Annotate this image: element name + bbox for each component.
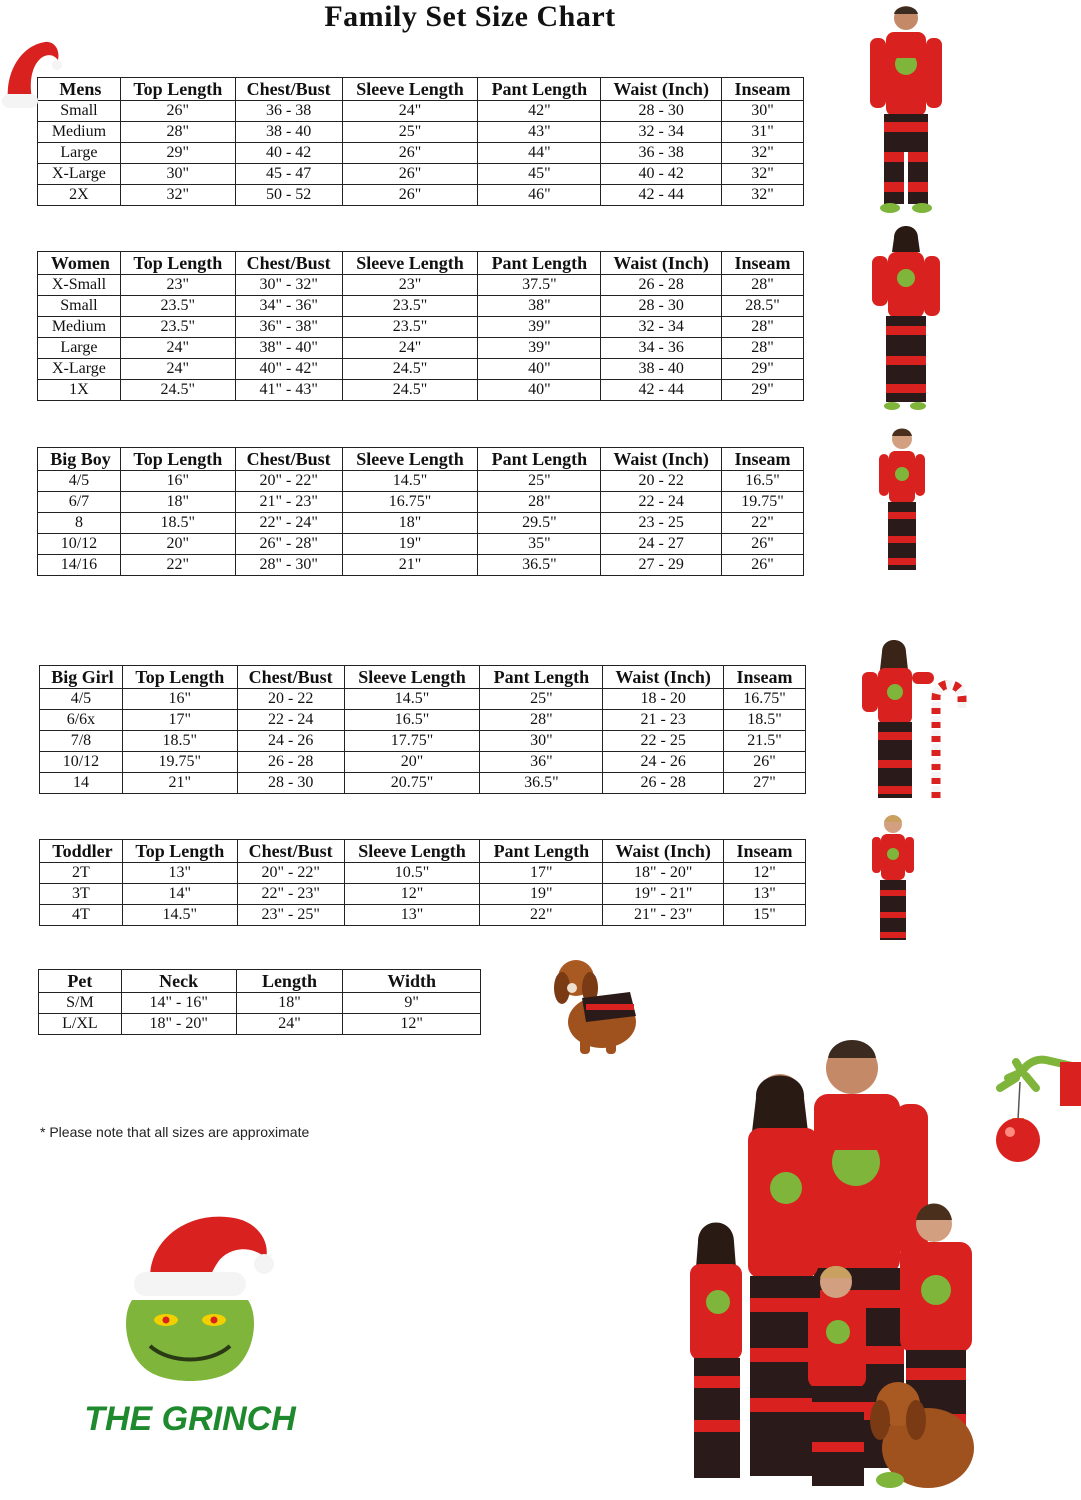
measurement-cell: 17.75": [344, 731, 480, 752]
measurement-cell: 26 - 28: [237, 752, 344, 773]
column-header: Chest/Bust: [235, 252, 342, 275]
table-row: [40, 884, 806, 905]
size-label-cell: 1X: [38, 380, 121, 401]
table-header-row: [38, 78, 804, 101]
measurement-cell: 20 - 22: [237, 689, 344, 710]
measurement-cell: 32 - 34: [601, 317, 722, 338]
mens-size-table: [37, 77, 804, 206]
table-row: [38, 534, 804, 555]
size-label-cell: 3T: [40, 884, 123, 905]
column-header: Pant Length: [478, 78, 601, 101]
approximate-sizes-note: * Please note that all sizes are approximate: [40, 1124, 310, 1140]
size-label-cell: L/XL: [39, 1014, 122, 1035]
measurement-cell: 26": [342, 185, 478, 206]
column-header: Pant Length: [478, 252, 601, 275]
table-row: [38, 317, 804, 338]
measurement-cell: 40": [478, 359, 601, 380]
measurement-cell: 40" - 42": [235, 359, 342, 380]
measurement-cell: 19": [480, 884, 603, 905]
chart-title: Family Set Size Chart: [324, 0, 616, 33]
measurement-cell: 23": [342, 275, 478, 296]
measurement-cell: 12": [724, 863, 806, 884]
measurement-cell: 32": [722, 185, 804, 206]
column-header: Inseam: [722, 252, 804, 275]
big-boy-size-table: [37, 447, 804, 576]
measurement-cell: 16": [122, 689, 237, 710]
measurement-cell: 26": [342, 143, 478, 164]
measurement-cell: 28 - 30: [601, 101, 722, 122]
measurement-cell: 12": [344, 884, 480, 905]
measurement-cell: 38 - 40: [601, 359, 722, 380]
measurement-cell: 45 - 47: [235, 164, 342, 185]
measurement-cell: 25": [478, 471, 601, 492]
measurement-cell: 42 - 44: [601, 380, 722, 401]
measurement-cell: 24 - 26: [603, 752, 724, 773]
column-header: Sleeve Length: [342, 448, 478, 471]
measurement-cell: 21" - 23": [603, 905, 724, 926]
big-girl-size-table: [39, 665, 806, 794]
table-header-row: [38, 252, 804, 275]
measurement-cell: 21" - 23": [235, 492, 342, 513]
measurement-cell: 14.5": [344, 689, 480, 710]
measurement-cell: 19.75": [722, 492, 804, 513]
measurement-cell: 40 - 42: [235, 143, 342, 164]
measurement-cell: 39": [478, 338, 601, 359]
measurement-cell: 16.75": [342, 492, 478, 513]
measurement-cell: 18": [120, 492, 235, 513]
santa-hat-icon: [0, 38, 62, 118]
column-header: Chest/Bust: [235, 448, 342, 471]
column-header: Women: [38, 252, 121, 275]
column-header: Big Girl: [40, 666, 123, 689]
size-label-cell: 8: [38, 513, 121, 534]
table-row: [39, 1014, 481, 1035]
measurement-cell: 16.75": [724, 689, 806, 710]
measurement-cell: 50 - 52: [235, 185, 342, 206]
measurement-cell: 30": [722, 101, 804, 122]
size-label-cell: X-Large: [38, 164, 121, 185]
pet-size-table: [38, 969, 481, 1035]
measurement-cell: 22 - 25: [603, 731, 724, 752]
measurement-cell: 23": [120, 275, 235, 296]
table-row: [38, 338, 804, 359]
table-row: [38, 185, 804, 206]
measurement-cell: 20" - 22": [235, 471, 342, 492]
measurement-cell: 12": [343, 1014, 481, 1035]
table-row: [40, 863, 806, 884]
measurement-cell: 22 - 24: [237, 710, 344, 731]
column-header: Inseam: [722, 78, 804, 101]
table-row: [38, 164, 804, 185]
measurement-cell: 26": [722, 534, 804, 555]
column-header: Inseam: [724, 840, 806, 863]
measurement-cell: 23.5": [120, 296, 235, 317]
measurement-cell: 32": [722, 164, 804, 185]
column-header: Neck: [121, 970, 236, 993]
measurement-cell: 14.5": [342, 471, 478, 492]
measurement-cell: 22" - 24": [235, 513, 342, 534]
measurement-cell: 28": [478, 492, 601, 513]
measurement-cell: 28 - 30: [237, 773, 344, 794]
measurement-cell: 23.5": [342, 317, 478, 338]
column-header: Sleeve Length: [344, 840, 480, 863]
size-label-cell: X-Small: [38, 275, 121, 296]
table-row: [38, 296, 804, 317]
size-label-cell: 4T: [40, 905, 123, 926]
measurement-cell: 16": [120, 471, 235, 492]
measurement-cell: 28": [722, 317, 804, 338]
measurement-cell: 34" - 36": [235, 296, 342, 317]
size-label-cell: Large: [38, 338, 121, 359]
measurement-cell: 18.5": [122, 731, 237, 752]
column-header: Big Boy: [38, 448, 121, 471]
column-header: Pant Length: [478, 448, 601, 471]
size-label-cell: 6/6x: [40, 710, 123, 731]
table-row: [38, 359, 804, 380]
measurement-cell: 24": [236, 1014, 343, 1035]
measurement-cell: 18": [342, 513, 478, 534]
measurement-cell: 26": [120, 101, 235, 122]
measurement-cell: 40 - 42: [601, 164, 722, 185]
table-row: [39, 993, 481, 1014]
column-header: Chest/Bust: [235, 78, 342, 101]
measurement-cell: 20 - 22: [601, 471, 722, 492]
table-row: [38, 101, 804, 122]
measurement-cell: 42 - 44: [601, 185, 722, 206]
measurement-cell: 18 - 20: [603, 689, 724, 710]
measurement-cell: 24 - 27: [601, 534, 722, 555]
column-header: Inseam: [722, 448, 804, 471]
measurement-cell: 26 - 28: [601, 275, 722, 296]
grinch-logo-text: THE GRINCH: [84, 1400, 296, 1438]
column-header: Length: [236, 970, 343, 993]
measurement-cell: 30": [120, 164, 235, 185]
table-row: [38, 380, 804, 401]
size-label-cell: 10/12: [40, 752, 123, 773]
measurement-cell: 38": [478, 296, 601, 317]
column-header: Toddler: [40, 840, 123, 863]
table-row: [38, 143, 804, 164]
measurement-cell: 26 - 28: [603, 773, 724, 794]
table-row: [40, 710, 806, 731]
measurement-cell: 19.75": [122, 752, 237, 773]
measurement-cell: 18" - 20": [121, 1014, 236, 1035]
measurement-cell: 20" - 22": [237, 863, 344, 884]
measurement-cell: 23.5": [342, 296, 478, 317]
woman-pajama-photo: [866, 222, 946, 412]
measurement-cell: 29": [120, 143, 235, 164]
table-row: [38, 513, 804, 534]
measurement-cell: 27": [724, 773, 806, 794]
column-header: Top Length: [120, 78, 235, 101]
measurement-cell: 24.5": [342, 380, 478, 401]
measurement-cell: 22": [722, 513, 804, 534]
measurement-cell: 24": [120, 359, 235, 380]
size-label-cell: Medium: [38, 122, 121, 143]
measurement-cell: 34 - 36: [601, 338, 722, 359]
measurement-cell: 28 - 30: [601, 296, 722, 317]
column-header: Top Length: [122, 840, 237, 863]
column-header: Waist (Inch): [601, 78, 722, 101]
measurement-cell: 14.5": [122, 905, 237, 926]
measurement-cell: 22 - 24: [601, 492, 722, 513]
measurement-cell: 31": [722, 122, 804, 143]
measurement-cell: 36 - 38: [601, 143, 722, 164]
table-row: [40, 731, 806, 752]
measurement-cell: 28.5": [722, 296, 804, 317]
size-label-cell: 2X: [38, 185, 121, 206]
measurement-cell: 32 - 34: [601, 122, 722, 143]
size-label-cell: 10/12: [38, 534, 121, 555]
size-label-cell: 4/5: [40, 689, 123, 710]
measurement-cell: 39": [478, 317, 601, 338]
measurement-cell: 37.5": [478, 275, 601, 296]
size-label-cell: 2T: [40, 863, 123, 884]
size-label-cell: 6/7: [38, 492, 121, 513]
toddler-pajama-photo: [870, 812, 916, 946]
size-label-cell: X-Large: [38, 359, 121, 380]
column-header: Waist (Inch): [603, 666, 724, 689]
measurement-cell: 36.5": [478, 555, 601, 576]
measurement-cell: 43": [478, 122, 601, 143]
column-header: Chest/Bust: [237, 666, 344, 689]
table-row: [38, 122, 804, 143]
table-header-row: [39, 970, 481, 993]
measurement-cell: 24.5": [120, 380, 235, 401]
column-header: Sleeve Length: [342, 78, 478, 101]
measurement-cell: 26": [724, 752, 806, 773]
measurement-cell: 22" - 23": [237, 884, 344, 905]
column-header: Pet: [39, 970, 122, 993]
size-label-cell: 14/16: [38, 555, 121, 576]
measurement-cell: 21": [122, 773, 237, 794]
toddler-size-table: [39, 839, 806, 926]
measurement-cell: 29": [722, 380, 804, 401]
dog-pajama-photo: [546, 952, 650, 1056]
measurement-cell: 16.5": [722, 471, 804, 492]
size-label-cell: 4/5: [38, 471, 121, 492]
grinch-logo: [84, 1208, 296, 1444]
measurement-cell: 17": [480, 863, 603, 884]
table-header-row: [40, 666, 806, 689]
measurement-cell: 9": [343, 993, 481, 1014]
measurement-cell: 32": [722, 143, 804, 164]
measurement-cell: 45": [478, 164, 601, 185]
measurement-cell: 24": [120, 338, 235, 359]
measurement-cell: 23.5": [120, 317, 235, 338]
measurement-cell: 24": [342, 101, 478, 122]
measurement-cell: 14" - 16": [121, 993, 236, 1014]
table-header-row: [38, 448, 804, 471]
measurement-cell: 36 - 38: [235, 101, 342, 122]
measurement-cell: 21 - 23: [603, 710, 724, 731]
measurement-cell: 38" - 40": [235, 338, 342, 359]
column-header: Sleeve Length: [344, 666, 480, 689]
measurement-cell: 28": [722, 338, 804, 359]
column-header: Waist (Inch): [603, 840, 724, 863]
measurement-cell: 29": [722, 359, 804, 380]
women-size-table: [37, 251, 804, 401]
measurement-cell: 24 - 26: [237, 731, 344, 752]
measurement-cell: 18": [236, 993, 343, 1014]
measurement-cell: 14": [122, 884, 237, 905]
measurement-cell: 23 - 25: [601, 513, 722, 534]
measurement-cell: 16.5": [344, 710, 480, 731]
column-header: Inseam: [724, 666, 806, 689]
measurement-cell: 38 - 40: [235, 122, 342, 143]
column-header: Mens: [38, 78, 121, 101]
measurement-cell: 13": [122, 863, 237, 884]
measurement-cell: 26" - 28": [235, 534, 342, 555]
measurement-cell: 21.5": [724, 731, 806, 752]
measurement-cell: 32": [120, 185, 235, 206]
measurement-cell: 20.75": [344, 773, 480, 794]
measurement-cell: 23" - 25": [237, 905, 344, 926]
measurement-cell: 25": [342, 122, 478, 143]
measurement-cell: 29.5": [478, 513, 601, 534]
column-header: Waist (Inch): [601, 252, 722, 275]
table-header-row: [40, 840, 806, 863]
measurement-cell: 18.5": [120, 513, 235, 534]
measurement-cell: 28": [722, 275, 804, 296]
measurement-cell: 19" - 21": [603, 884, 724, 905]
table-row: [38, 275, 804, 296]
column-header: Pant Length: [480, 666, 603, 689]
measurement-cell: 22": [480, 905, 603, 926]
measurement-cell: 24.5": [342, 359, 478, 380]
measurement-cell: 40": [478, 380, 601, 401]
measurement-cell: 13": [724, 884, 806, 905]
measurement-cell: 36.5": [480, 773, 603, 794]
size-label-cell: Small: [38, 101, 121, 122]
big-boy-pajama-photo: [876, 426, 928, 576]
measurement-cell: 10.5": [344, 863, 480, 884]
table-row: [40, 905, 806, 926]
column-header: Chest/Bust: [237, 840, 344, 863]
table-row: [38, 471, 804, 492]
measurement-cell: 36" - 38": [235, 317, 342, 338]
measurement-cell: 24": [342, 338, 478, 359]
column-header: Top Length: [120, 252, 235, 275]
size-label-cell: S/M: [39, 993, 122, 1014]
measurement-cell: 15": [724, 905, 806, 926]
measurement-cell: 13": [344, 905, 480, 926]
table-row: [40, 752, 806, 773]
measurement-cell: 26": [342, 164, 478, 185]
size-label-cell: 14: [40, 773, 123, 794]
measurement-cell: 35": [478, 534, 601, 555]
table-row: [40, 689, 806, 710]
column-header: Width: [343, 970, 481, 993]
big-girl-pajama-photo: [858, 636, 970, 806]
column-header: Waist (Inch): [601, 448, 722, 471]
measurement-cell: 27 - 29: [601, 555, 722, 576]
measurement-cell: 46": [478, 185, 601, 206]
column-header: Pant Length: [480, 840, 603, 863]
measurement-cell: 17": [122, 710, 237, 731]
measurement-cell: 25": [480, 689, 603, 710]
column-header: Sleeve Length: [342, 252, 478, 275]
column-header: Top Length: [120, 448, 235, 471]
measurement-cell: 18" - 20": [603, 863, 724, 884]
measurement-cell: 44": [478, 143, 601, 164]
measurement-cell: 18.5": [724, 710, 806, 731]
man-pajama-photo: [864, 2, 948, 214]
measurement-cell: 26": [722, 555, 804, 576]
size-label-cell: Medium: [38, 317, 121, 338]
measurement-cell: 21": [342, 555, 478, 576]
measurement-cell: 30" - 32": [235, 275, 342, 296]
table-row: [38, 492, 804, 513]
family-group-photo: [684, 1028, 996, 1498]
measurement-cell: 36": [480, 752, 603, 773]
measurement-cell: 42": [478, 101, 601, 122]
measurement-cell: 20": [344, 752, 480, 773]
size-label-cell: Small: [38, 296, 121, 317]
size-label-cell: Large: [38, 143, 121, 164]
measurement-cell: 22": [120, 555, 235, 576]
table-row: [38, 555, 804, 576]
measurement-cell: 30": [480, 731, 603, 752]
measurement-cell: 28" - 30": [235, 555, 342, 576]
measurement-cell: 28": [120, 122, 235, 143]
measurement-cell: 28": [480, 710, 603, 731]
table-row: [40, 773, 806, 794]
measurement-cell: 20": [120, 534, 235, 555]
measurement-cell: 19": [342, 534, 478, 555]
measurement-cell: 41" - 43": [235, 380, 342, 401]
column-header: Top Length: [122, 666, 237, 689]
size-label-cell: 7/8: [40, 731, 123, 752]
